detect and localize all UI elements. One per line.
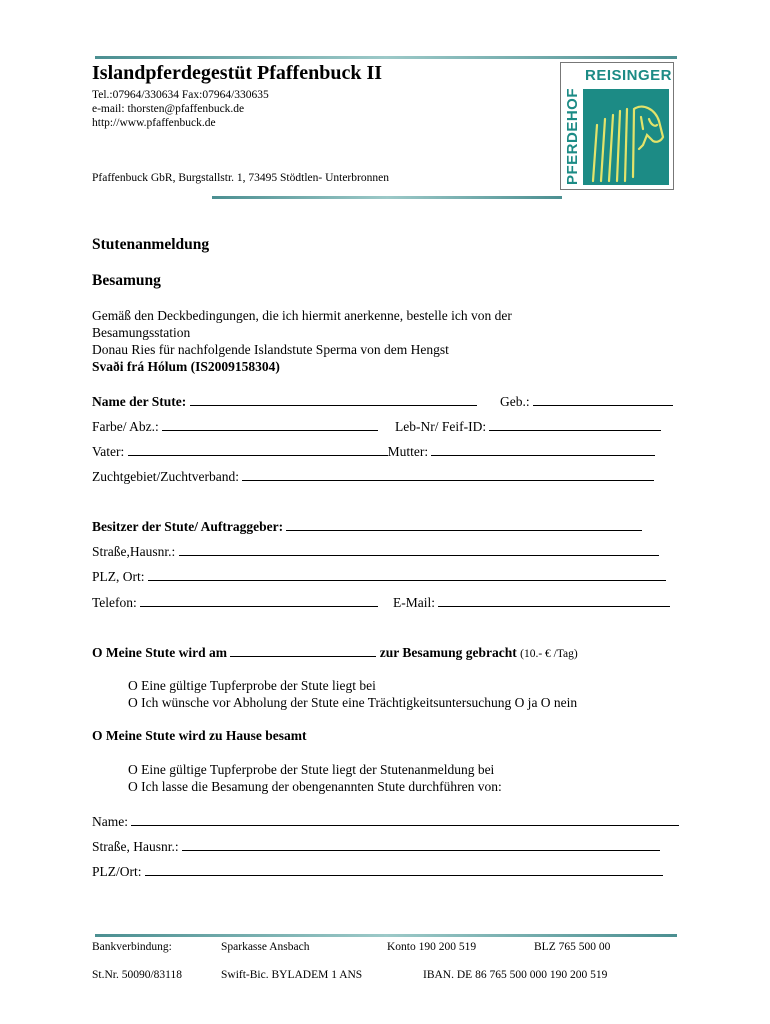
born-label: Geb.: xyxy=(500,394,530,409)
vet-plz-row xyxy=(92,863,663,880)
option1-prefix: O Meine Stute wird am xyxy=(92,645,227,660)
website: http://www.pfaffenbuck.de xyxy=(92,117,216,129)
email-address: e-mail: thorsten@pfaffenbuck.de xyxy=(92,103,245,115)
father-label: Vater: xyxy=(92,444,125,459)
born-field[interactable] xyxy=(533,393,673,406)
mare-name-row xyxy=(92,393,477,410)
street-row xyxy=(92,543,659,560)
option-home-insemination[interactable]: O Meine Stute wird zu Hause besamt xyxy=(92,728,307,743)
phone-fax: Tel.:07964/330634 Fax:07964/330635 xyxy=(92,89,269,101)
leb-nr-row xyxy=(395,418,661,435)
email-row xyxy=(393,594,670,611)
pferdehof-reisinger-logo xyxy=(560,62,674,190)
mother-field[interactable] xyxy=(431,443,655,456)
logo-green-panel xyxy=(583,89,669,185)
sub-option-insemination-by[interactable]: O Ich lasse die Besamung der obengenannten Stute durchführen von: xyxy=(128,779,502,794)
breeding-area-field[interactable] xyxy=(242,468,654,481)
vet-street-field[interactable] xyxy=(182,838,660,851)
horse-stripes-icon xyxy=(583,89,669,185)
email-label: E-Mail: xyxy=(393,595,435,610)
intro-line-2: Besamungsstation xyxy=(92,325,191,340)
option1-price: (10.- € /Tag) xyxy=(520,648,578,660)
vet-name-row xyxy=(92,813,679,830)
leb-nr-field[interactable] xyxy=(489,418,661,431)
owner-field[interactable] xyxy=(286,518,642,531)
phone-row xyxy=(92,594,378,611)
swift-bic: Swift-Bic. BYLADEM 1 ANS xyxy=(221,969,363,981)
plz-ort-row xyxy=(92,568,666,585)
vet-name-label: Name: xyxy=(92,814,128,829)
breeding-area-label: Zuchtgebiet/Zuchtverband: xyxy=(92,469,239,484)
bank-name: Sparkasse Ansbach xyxy=(221,941,310,953)
color-label: Farbe/ Abz.: xyxy=(92,419,159,434)
intro-line-3: Donau Ries für nachfolgende Islandstute Sperma von dem Hengst xyxy=(92,342,449,357)
plz-ort-field[interactable] xyxy=(148,568,666,581)
bank-blz: BLZ 765 500 00 xyxy=(534,941,611,953)
intro-line-1: Gemäß den Deckbedingungen, die ich hiermit anerkenne, bestelle ich von der xyxy=(92,308,512,323)
vet-street-row xyxy=(92,838,660,855)
heading-besamung: Besamung xyxy=(92,272,161,289)
phone-label: Telefon: xyxy=(92,595,137,610)
iban: IBAN. DE 86 765 500 000 190 200 519 xyxy=(423,969,608,981)
header-bottom-rule xyxy=(212,196,562,199)
vet-plz-field[interactable] xyxy=(145,863,663,876)
born-row xyxy=(500,393,673,410)
color-row xyxy=(92,418,378,435)
mare-name-field[interactable] xyxy=(190,393,477,406)
email-field[interactable] xyxy=(438,594,670,607)
sub-option-pregnancy-check[interactable]: O Ich wünsche vor Abholung der Stute eine Trächtigkeitsuntersuchung O ja O nein xyxy=(128,695,578,710)
heading-stutenanmeldung: Stutenanmeldung xyxy=(92,236,210,253)
option1-suffix: zur Besamung gebracht xyxy=(379,645,517,660)
breeding-area-row xyxy=(92,468,654,485)
plz-ort-label: PLZ, Ort: xyxy=(92,569,145,584)
bank-account: Konto 190 200 519 xyxy=(387,941,477,953)
street-label: Straße,Hausnr.: xyxy=(92,544,176,559)
date-field[interactable] xyxy=(230,644,376,657)
parents-row xyxy=(92,443,655,460)
owner-row xyxy=(92,518,642,535)
mare-name-label: Name der Stute: xyxy=(92,394,187,409)
father-field[interactable] xyxy=(128,443,388,456)
vet-name-field[interactable] xyxy=(131,813,679,826)
street-field[interactable] xyxy=(179,543,659,556)
leb-nr-label: Leb-Nr/ Feif-ID: xyxy=(395,419,487,434)
stallion-name: Svaði frá Hólum (IS2009158304) xyxy=(92,359,280,374)
color-field[interactable] xyxy=(162,418,378,431)
mother-label: Mutter: xyxy=(387,444,429,459)
logo-side-text: PFERDEHOF xyxy=(564,87,581,185)
sub-option-swab-attached[interactable]: O Eine gültige Tupferprobe der Stute liegt bei xyxy=(128,678,376,693)
company-address: Pfaffenbuck GbR, Burgstallstr. 1, 73495 Stödtlen- Unterbronnen xyxy=(92,172,389,184)
bank-label: Bankverbindung: xyxy=(92,941,172,953)
option-bring-mare[interactable] xyxy=(92,644,578,661)
top-rule xyxy=(95,56,677,59)
vet-street-label: Straße, Hausnr.: xyxy=(92,839,179,854)
logo-top-text: REISINGER xyxy=(585,67,673,84)
owner-label: Besitzer der Stute/ Auftraggeber: xyxy=(92,519,284,534)
sub-option-swab-with-registration[interactable]: O Eine gültige Tupferprobe der Stute liegt der Stutenanmeldung bei xyxy=(128,762,495,777)
tax-number: St.Nr. 50090/83118 xyxy=(92,969,182,981)
letterhead-title: Islandpferdegestüt Pfaffenbuck II xyxy=(92,62,383,84)
phone-field[interactable] xyxy=(140,594,378,607)
footer-rule xyxy=(95,934,677,937)
vet-plz-label: PLZ/Ort: xyxy=(92,864,142,879)
